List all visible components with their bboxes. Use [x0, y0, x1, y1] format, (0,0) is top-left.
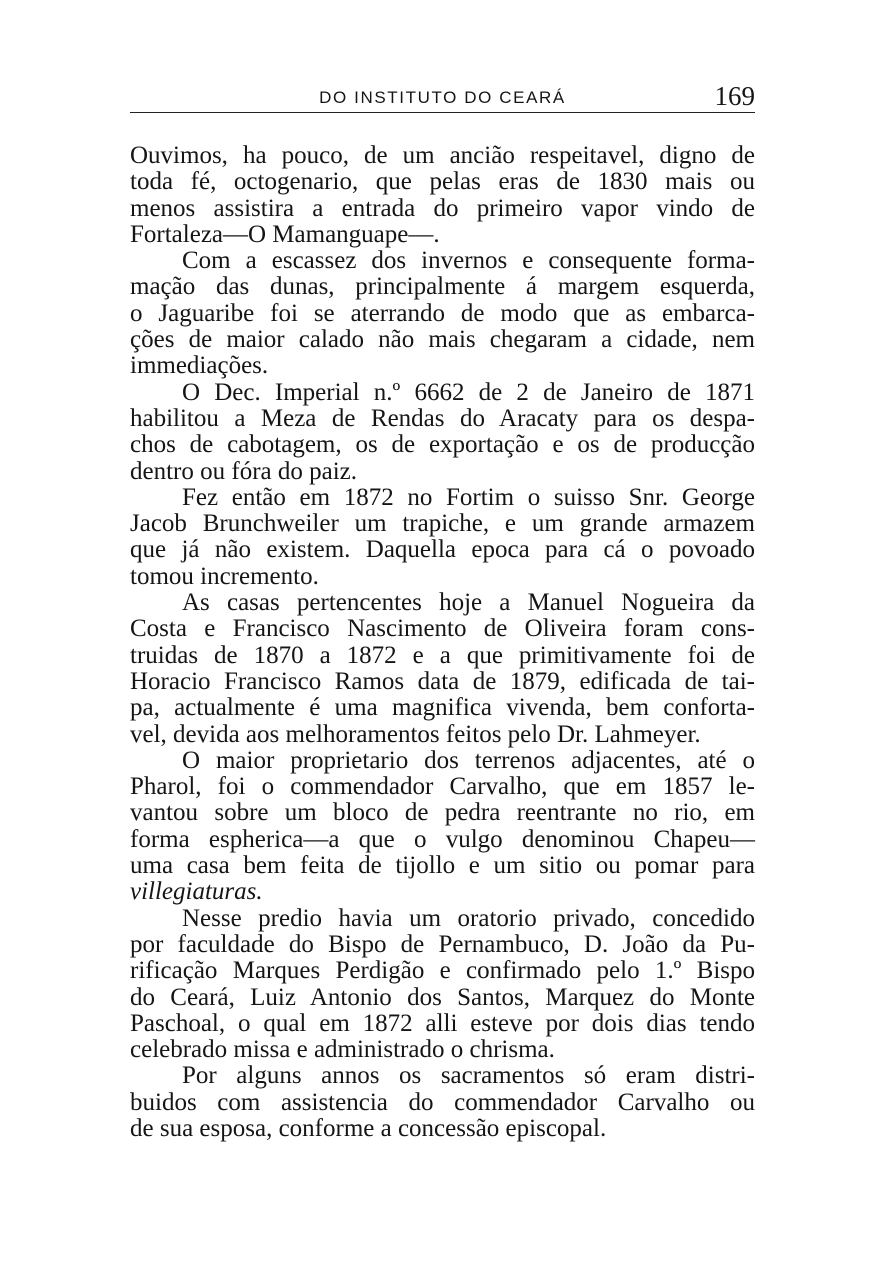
text-line: de sua esposa, conforme a concessão episcopal. [130, 1114, 607, 1142]
text-line: ções de maior calado não mais chegaram a cidade, nem [130, 326, 755, 354]
text-line: vantou sobre um bloco de pedra reentrante no rio, em [130, 799, 755, 827]
text-line: Pharol, foi o commendador Carvalho, que em 1857 le- [130, 773, 755, 801]
text-line: immediações. [130, 352, 269, 380]
text-line: pa, actualmente é uma magnifica vivenda, bem conforta- [130, 694, 755, 722]
text-line: menos assistira a entrada do primeiro vapor vindo de [130, 194, 755, 222]
text-line: toda fé, octogenario, que pelas eras de 1830 mais ou [130, 168, 755, 196]
text-line: Jacob Brunchweiler um trapiche, e um grande armazem [130, 510, 755, 538]
text-line: mação das dunas, principalmente á margem esquerda, [130, 273, 755, 301]
header-rule [130, 112, 755, 113]
text-line: celebrado missa e administrado o chrisma. [130, 1036, 555, 1064]
text-line: Fez então em 1872 no Fortim o suisso Snr. George [182, 483, 755, 511]
text-line: rificação Marques Perdigão e confirmado pelo 1.º Bispo [130, 957, 755, 985]
text-line: tomou incremento. [130, 562, 319, 590]
text-line: villegiaturas. [130, 878, 263, 906]
text-line: habilitou a Meza de Rendas do Aracaty para os despa- [130, 404, 755, 432]
text-line: o Jaguaribe foi se aterrando de modo que as embarca- [130, 299, 755, 327]
text-line: vel, devida aos melhoramentos feitos pelo Dr. Lahmeyer. [130, 720, 701, 748]
text-line: uma casa bem feita de tijollo e um sitio ou pomar para [130, 852, 755, 880]
text-line: Nesse predio havia um oratorio privado, concedido [182, 904, 755, 932]
text-line: Ouvimos, ha pouco, de um ancião respeitavel, digno de [130, 142, 755, 169]
text-line: O maior proprietario dos terrenos adjacentes, até o [182, 746, 755, 774]
text-line: forma espherica—a que o vulgo denominou Chapeu— [130, 825, 755, 853]
text-line: do Ceará, Luiz Antonio dos Santos, Marquez do Monte [130, 983, 755, 1011]
text-line: Com a escassez dos invernos e consequente forma- [182, 247, 755, 275]
text-line: truidas de 1870 a 1872 e a que primitivamente foi de [130, 641, 755, 669]
text-line: Costa e Francisco Nascimento de Oliveira foram cons- [130, 615, 755, 643]
text-line: por faculdade do Bispo de Pernambuco, D. João da Pu- [130, 930, 755, 958]
header-title: DO INSTITUTO DO CEARÁ [319, 88, 566, 107]
text-line: Horacio Francisco Ramos data de 1879, edificada de tai- [130, 667, 755, 695]
text-line: dentro ou fóra do paiz. [130, 457, 358, 485]
text-line: chos de cabotagem, os de exportação e os de producção [130, 431, 755, 459]
text-line: que já não existem. Daquella epoca para cá o povoado [130, 536, 755, 564]
running-header [130, 80, 755, 114]
body-text [130, 143, 755, 1142]
text-line: Fortaleza—O Mamanguape—. [130, 220, 440, 248]
text-line: Paschoal, o qual em 1872 alli esteve por dois dias tendo [130, 1009, 755, 1037]
page-number: 169 [714, 81, 755, 111]
text-line: As casas pertencentes hoje a Manuel Nogueira da [182, 589, 755, 617]
text-line: buidos com assistencia do commendador Carvalho ou [130, 1088, 755, 1116]
text-line: Por alguns annos os sacramentos só eram distri- [182, 1062, 755, 1090]
text-line: O Dec. Imperial n.º 6662 de 2 de Janeiro de 1871 [182, 378, 755, 406]
